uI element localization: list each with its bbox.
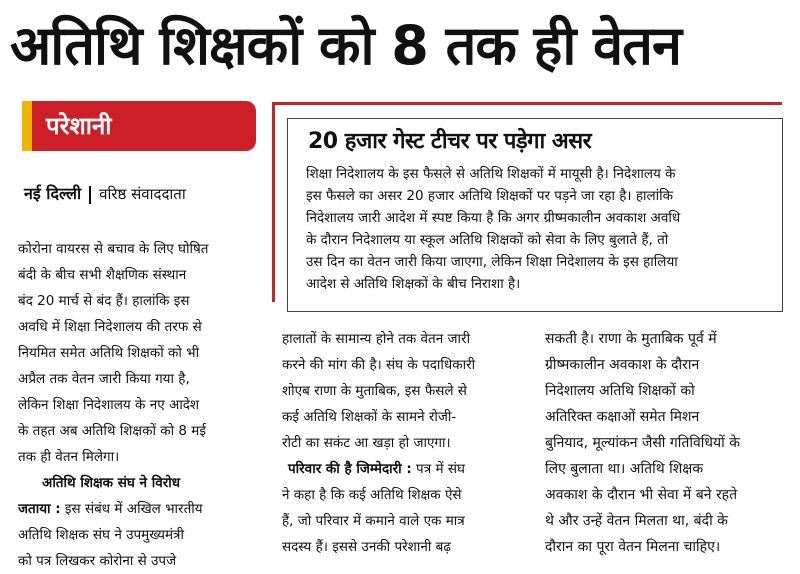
- sidebar-line: इस फैसले का असर 20 हजार अतिथि शिक्षकों पर पड़ने जा रहा है। हालांकि: [306, 188, 674, 204]
- sidebar-line: आदेश से अतिथि शिक्षकों के बीच निराशा है।: [306, 276, 521, 292]
- body-line: को पत्र लिखकर कोरोना से उपजे: [18, 553, 177, 569]
- body-line: रोटी का सकंट आ खड़ा हो जाएगा।: [282, 435, 451, 451]
- sidebar-line: शिक्षा निदेशालय के इस फैसले से अतिथि शिक्षकों में मायूसी है। निदेशालय के: [306, 166, 676, 182]
- body-line: बंदी के बीच सभी शैक्षणिक संस्थान: [18, 267, 187, 283]
- body-line: करने की मांग की है। संघ के पदाधिकारी: [282, 357, 476, 373]
- body-line: लिए बुलाता था। अतिथि शिक्षक: [545, 461, 704, 477]
- sidebar-line: के दौरान निदेशालय या स्कूल अतिथि शिक्षकों को सेवा के लिए बुलाते हैं, तो: [306, 232, 669, 248]
- body-line: तक ही वेतन मिलेगा।: [18, 449, 120, 465]
- byline: [24, 180, 186, 208]
- body-line: शोएब राणा के मुताबिक, इस फैसले से: [282, 383, 467, 399]
- body-line: कई अतिथि शिक्षकों के सामने रोजी-: [282, 409, 457, 425]
- subhead-continued: जताया :: [18, 501, 61, 517]
- section-tag-label: परेशानी: [46, 112, 112, 140]
- body-line: सदस्य हैं। इससे उनकी परेशानी बढ़: [282, 539, 451, 555]
- body-line: दौरान का पूरा वेतन मिलना चाहिए।: [545, 539, 721, 555]
- section-tag: [22, 101, 256, 151]
- sidebar-box: [287, 118, 783, 312]
- body-line: हैं, जो परिवार में कमाने वाले एक मात्र: [282, 513, 465, 529]
- body-line: बुनियाद, मूल्यांकन जैसी गतिविधियों के: [545, 435, 740, 451]
- body-line: निदेशालय अतिथि शिक्षकों को: [545, 383, 695, 399]
- body-line: के तहत अब अतिथि शिक्षकों को 8 मई: [18, 423, 206, 439]
- body-line: हालातों के सामान्य होने तक वेतन जारी: [282, 331, 471, 347]
- body-line: ग्रीष्मकालीन अवकाश के दौरान: [545, 357, 700, 373]
- body-line: [18, 496, 262, 522]
- body-line: थे और उन्हें वेतन मिलता था, बंदी के: [545, 513, 728, 529]
- article-column-1: [18, 236, 262, 574]
- byline-place: नई दिल्ली: [24, 184, 82, 203]
- headline: अतिथि शिक्षकों को 8 तक ही वेतन: [10, 14, 681, 77]
- body-line: अप्रैल तक वेतन जारी किया गया है,: [18, 371, 190, 387]
- body-line: बंद 20 मार्च से बंद हैं। हालांकि इस: [18, 293, 190, 309]
- tag-accent-bar: [22, 101, 32, 151]
- body-text: पत्र में संघ: [411, 461, 465, 477]
- sidebar-line: निदेशालय जारी आदेश में स्पष्ट किया है कि अगर ग्रीष्मकालीन अवकाश अवधि: [306, 210, 681, 226]
- body-line: [282, 456, 522, 482]
- subhead: अतिथि शिक्षक संघ ने विरोध: [42, 475, 181, 491]
- byline-writer: वरिष्ठ संवाददाता: [99, 185, 186, 203]
- byline-separator: [89, 186, 91, 204]
- sidebar-rule-top: [272, 102, 782, 105]
- body-line: नियमित समेत अतिथि शिक्षकों को भी: [18, 345, 200, 361]
- article-column-3: [545, 326, 781, 560]
- body-line: अतिरिक्त कक्षाओं समेत मिशन: [545, 409, 700, 425]
- body-line: अवधि में शिक्षा निदेशालय की तरफ से: [18, 319, 202, 335]
- body-line: कोरोना वायरस से बचाव के लिए घोषित: [18, 241, 209, 257]
- body-line: अवकाश के दौरान भी सेवा में बने रहते: [545, 487, 738, 503]
- body-line: लेकिन शिक्षा निदेशालय के नए आदेश: [18, 397, 200, 413]
- body-line: सकती है। राणा के मुताबिक पूर्व में: [545, 331, 717, 347]
- body-text: इस संबंध में अखिल भारतीय: [60, 501, 203, 517]
- sidebar-title: 20 हजार गेस्ट टीचर पर पड़ेगा असर: [308, 129, 592, 154]
- sidebar-line: उस दिन का वेतन जारी किया जाएगा, लेकिन शिक्षा निदेशालय के इस हालिया: [306, 254, 678, 270]
- subhead: परिवार की है जिम्मेदारी :: [288, 461, 412, 477]
- sidebar-rule-left: [272, 102, 275, 302]
- article-column-2: [282, 326, 522, 560]
- body-line: अतिथि शिक्षक संघ ने उपमुख्यमंत्री: [18, 527, 185, 543]
- body-line: ने कहा है कि कई अतिथि शिक्षक ऐसे: [282, 487, 462, 503]
